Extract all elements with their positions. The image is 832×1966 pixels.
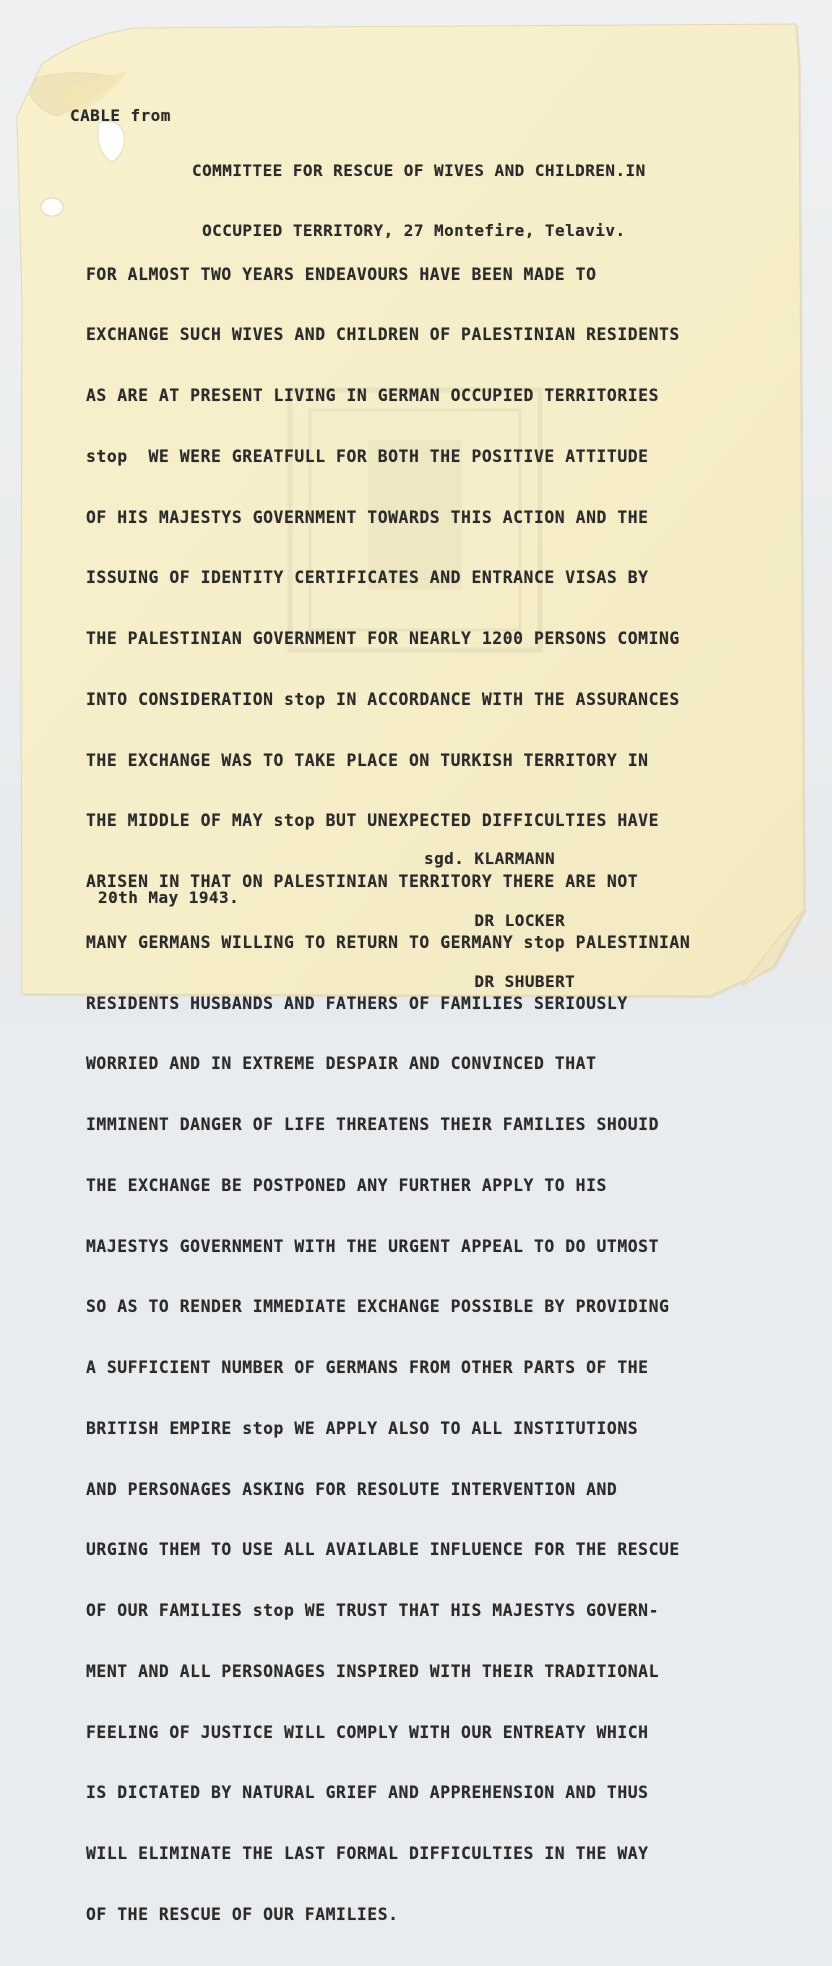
body-line: MANY GERMANS WILLING TO RETURN TO GERMANY stop PALESTINIAN [86, 932, 691, 952]
body-line: FOR ALMOST TWO YEARS ENDEAVOURS HAVE BEEN MADE TO [86, 264, 597, 284]
body-line: THE MIDDLE OF MAY stop BUT UNEXPECTED DIFFICULTIES HAVE [86, 811, 659, 831]
body-line: THE EXCHANGE WAS TO TAKE PLACE ON TURKISH TERRITORY IN [86, 750, 649, 770]
signature-line: sgd. KLARMANN [424, 849, 556, 868]
body-line: OF OUR FAMILIES stop WE TRUST THAT HIS MAJESTYS GOVERN- [86, 1601, 659, 1620]
body-line: A SUFFICIENT NUMBER OF GERMANS FROM OTHER PARTS OF THE [86, 1358, 649, 1377]
body-line: SO AS TO RENDER IMMEDIATE EXCHANGE POSSIBLE BY PROVIDING [86, 1297, 670, 1317]
body-line: stop WE WERE GREATFULL FOR BOTH THE POSITIVE ATTITUDE [86, 446, 649, 466]
signature-block [424, 808, 575, 1034]
body-line: AND PERSONAGES ASKING FOR RESOLUTE INTERVENTION AND [86, 1479, 618, 1499]
body-line: INTO CONSIDERATION stop IN ACCORDANCE WITH THE ASSURANCES [86, 689, 680, 709]
body-line: MENT AND ALL PERSONAGES INSPIRED WITH THEIR TRADITIONAL [86, 1661, 659, 1681]
body-line: MAJESTYS GOVERNMENT WITH THE URGENT APPEAL TO DO UTMOST [86, 1236, 659, 1256]
body-line: RESIDENTS HUSBANDS AND FATHERS OF FAMILIES SERIOUSLY [86, 993, 628, 1013]
committee-line: OCCUPIED TERRITORY, 27 Montefire, Telaviv. [192, 221, 626, 241]
body-line: THE PALESTINIAN GOVERNMENT FOR NEARLY 1200 PERSONS COMING [86, 629, 680, 648]
body-line: AS ARE AT PRESENT LIVING IN GERMAN OCCUPIED TERRITORIES [86, 386, 659, 405]
body-line: ISSUING OF IDENTITY CERTIFICATES AND ENTRANCE VISAS BY [86, 568, 649, 588]
signature-line: DR LOCKER [424, 910, 566, 930]
body-line: WILL ELIMINATE THE LAST FORMAL DIFFICULTIES IN THE WAY [86, 1844, 649, 1863]
body-line: URGING THEM TO USE ALL AVAILABLE INFLUENCE FOR THE RESCUE [86, 1540, 680, 1560]
body-line: FEELING OF JUSTICE WILL COMPLY WITH OUR ENTREATY WHICH [86, 1722, 649, 1742]
body-line: THE EXCHANGE BE POSTPONED ANY FURTHER APPLY TO HIS [86, 1175, 607, 1195]
body-line: EXCHANGE SUCH WIVES AND CHILDREN OF PALESTINIAN RESIDENTS [86, 325, 680, 345]
cable-body [86, 224, 690, 1966]
body-line: WORRIED AND IN EXTREME DESPAIR AND CONVINCED THAT [86, 1054, 597, 1074]
body-line: IMMINENT DANGER OF LIFE THREATENS THEIR FAMILIES SHOUID [86, 1115, 659, 1134]
body-line: ARISEN IN THAT ON PALESTINIAN TERRITORY THERE ARE NOT [86, 872, 639, 891]
body-line: OF THE RESCUE OF OUR FAMILIES. [86, 1904, 399, 1924]
body-line: OF HIS MAJESTYS GOVERNMENT TOWARDS THIS ACTION AND THE [86, 507, 649, 527]
body-line: BRITISH EMPIRE stop WE APPLY ALSO TO ALL INSTITUTIONS [86, 1418, 639, 1438]
cable-from-label: CABLE from [70, 106, 171, 125]
committee-line: COMMITTEE FOR RESCUE OF WIVES AND CHILDREN.IN [192, 161, 646, 180]
signature-line: DR SHUBERT [424, 972, 576, 991]
document-date: 20th May 1943. [98, 888, 240, 907]
punch-hole [41, 198, 63, 216]
body-line: IS DICTATED BY NATURAL GRIEF AND APPREHENSION AND THUS [86, 1783, 649, 1803]
